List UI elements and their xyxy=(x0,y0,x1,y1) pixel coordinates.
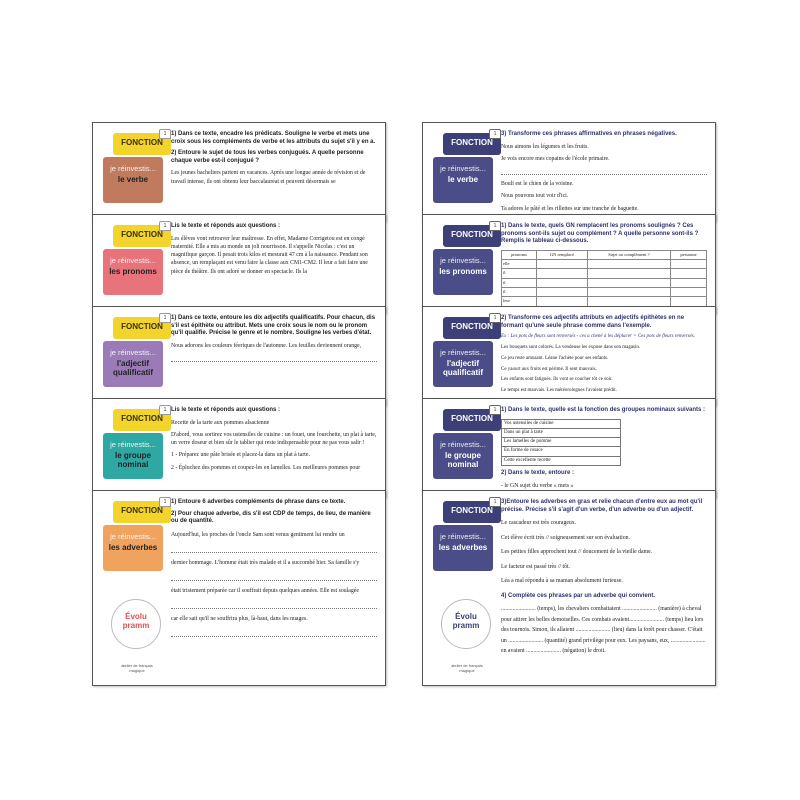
logo-subtitle: atelier de français magique xyxy=(451,663,483,673)
sentence: Le temps est mauvais. Les météorologues l'avaient prédit. xyxy=(501,388,617,394)
logo-subtitle: atelier de français magique xyxy=(121,663,153,673)
topic-box: je réinvestis... les adverbes xyxy=(103,525,163,571)
topic-box: je réinvestis... le verbe xyxy=(433,157,493,203)
fill-text: ........................ (temps), les chevaliers combattaient ........................ (manière) à cheval pour attirer les belles demoiselles. Ces combats avaient........................ (temps) lieu lors des tournois. Simon, ils allaient ........................ (lieu) dans la forêt pour chasser. C'était un ........................ (quantité) grand privilège pour eux. Les paysans, eux, ........................ en avaient ........................ (négation) le droit. xyxy=(501,606,706,655)
card-adjectif-right xyxy=(422,306,716,406)
exercise-text: Nous adorons les couleurs féeriques de l'automne. Les feuilles deviennent orange, xyxy=(171,342,362,349)
card-adverbes-left xyxy=(92,490,386,686)
step-2: 2 - Épluchez des pommes et coupez-les en lamelles. Les meilleures pommes pour xyxy=(171,464,361,471)
question: 1) Dans le texte, quels GN remplacent les pronoms soulignés ? Ces pronoms sont-ils sujet ou complément ? A quelle personne sont-ils ? Remplis le tableau ci-dessous. xyxy=(501,223,699,245)
fonction-tag: 1 FONCTION xyxy=(443,501,501,523)
question-2: 2) Dans le texte, entoure : xyxy=(501,470,575,477)
step-1: 1 - Préparez une pâte brisée et placez-la dans un plat à tarte. xyxy=(171,452,310,459)
topic-box: je réinvestis... l'adjectif qualificatif xyxy=(103,341,163,387)
sentence: Nous pouvons tout voir d'ici. xyxy=(501,193,569,200)
question: 1) Dans ce texte, entoure les dix adjectifs qualificatifs. Pour chacun, dis s'il est épithète ou attribut. Mets une croix sous le nom ou le pronom qu'il qualifie. Précise le genre et le nombre. Souligne les verbes d'état. xyxy=(171,315,376,337)
sentence: Le cascadeur est très courageux. xyxy=(501,520,577,527)
question: Lis le texte et réponds aux questions : xyxy=(171,223,281,229)
fonction-tag: 1 FONCTION xyxy=(443,317,501,339)
sentence: Nous aimons les légumes et les fruits. xyxy=(501,143,589,150)
fonction-tag: 1 FONCTION xyxy=(443,133,501,155)
exercise-text-4: car elle sait qu'il ne souffrira plus, là-haut, dans les nuages. xyxy=(171,615,308,622)
topic-box: je réinvestis... le verbe xyxy=(103,157,163,203)
pronoms-table: pronoms GN remplacé Sujet ou complément ? personne elle il il il leur xyxy=(501,250,707,314)
fonction-tag: 1 FONCTION xyxy=(113,501,171,523)
sentence: Je vois encore mes copains de l'école primaire. xyxy=(501,155,610,162)
topic-box: je réinvestis... l'adjectif qualificatif xyxy=(433,341,493,387)
sentence: Cet élève écrit très // soigneusement sur son évaluation. xyxy=(501,534,630,541)
example: Ex : Les pots de fleurs sont renversés - ces a chené à les déplacer = Ces pots de fleurs renversés. xyxy=(501,334,695,340)
evolupramm-logo: Évolu pramm xyxy=(441,599,491,649)
gn-table: Vos ustensiles de cuisine Dans un plat à tarte Les lamelles de pomme En forme de rosace Cette excellente recette xyxy=(501,419,621,466)
right-card-stack xyxy=(422,122,718,686)
question: 2) Transforme ces adjectifs attributs en adjectifs épithètes en ne formant qu'une seule phrase comme dans l'exemple. xyxy=(501,315,685,329)
sentence: Ce yaourt aux fruits est périmé. Il sent mauvais. xyxy=(501,366,597,372)
card-pronoms-left xyxy=(92,214,386,314)
exercise-text: D'abord, vous sortirez vos ustensiles de cuisine : un fouet, une fourchette, un plat à tarte, un verre doseur et bien sûr le tablier qui reste indispensable pour ne pas vous salir ! xyxy=(171,431,377,447)
card-verbe-left xyxy=(92,122,386,222)
sentence: Les enfants sont fatigués. Ils vont se coucher tôt ce soir. xyxy=(501,377,613,383)
card-adverbes-right xyxy=(422,490,716,686)
fonction-tag: 1 FONCTION xyxy=(113,317,171,339)
exercise-text-3: était tristement préparée car il souffrait depuis quelques années. Elle est soulagée xyxy=(171,587,359,594)
exercise-text: Les jeunes bacheliers partent en vacances. Après une longue année de révision et de travail intense, ils ont obtenu leur baccalauréat et peuvent désormais se xyxy=(171,170,366,185)
card-pronoms-right xyxy=(422,214,716,314)
left-card-stack xyxy=(92,122,388,686)
question: 3) Transforme ces phrases affirmatives en phrases négatives. xyxy=(501,131,677,137)
question-2: 2) Entoure le sujet de tous les verbes conjugués. A quelle personne chaque verbe est-il conjugué ? xyxy=(171,150,364,164)
question: 1) Entoure 6 adverbes compléments de phrase dans ce texte. xyxy=(171,499,346,505)
sentence: Bouli est le chien de la voisine. xyxy=(501,181,574,188)
sentence: Ce jeu reste amusant. Léane l'achète pour ses enfants. xyxy=(501,355,609,361)
exercise-text: Les élèves vont retrouver leur maîtresse. En effet, Madame Corrigetou est en congé maternité. Elle a mis au monde un joli nourrisson. Il s'appelle Nicolas : c'est un magnifique garçon. Il pesait trois kilos et mesurait 47 cm à la naissance. Pendant son absence, un remplaçant est venu faire la classe aux CM1-CM2. Il leur a fait faire une pièce de théâtre. Ils ont adoré se donner en spectacle. Ils la xyxy=(171,235,368,275)
evolupramm-logo: Évolu pramm xyxy=(111,599,161,649)
card-gn-right xyxy=(422,398,716,498)
question: Lis le texte et réponds aux questions : xyxy=(171,407,281,413)
sentence: Les bouquets sont colorés. La vendeuse les expose dans son magasin. xyxy=(501,344,641,350)
exercise-text-1: Aujourd'hui, les proches de l'oncle Sam sont venus gentiment lui rendre un xyxy=(171,531,345,538)
sentence: Léa a mal répondu à sa maman absolument furieuse. xyxy=(501,578,623,585)
card-adjectif-left xyxy=(92,306,386,406)
exercise-text-2: dernier hommage. L'homme était très malade et il a succombé hier. Sa famille s'y xyxy=(171,559,360,566)
sub-instruction: - le GN sujet du verbe « mets » xyxy=(501,482,574,489)
fonction-tag: 1 FONCTION xyxy=(443,225,501,247)
card-gn-left xyxy=(92,398,386,498)
recipe-title: Recette de la tarte aux pommes alsacienne xyxy=(171,419,270,426)
question: 1) Dans le texte, quelle est la fonction des groupes nominaux suivants : xyxy=(501,407,706,413)
question-2: 2) Pour chaque adverbe, dis s'il est CDP de temps, de lieu, de manière ou de quantité. xyxy=(171,510,371,525)
question: 3)Entoure les adverbes en gras et relie chacun d'entre eux au mot qu'il précise. Précise s'il s'agit d'un verbe, d'un adverbe ou d'un adjectif. xyxy=(501,499,703,513)
fonction-tag: 1 FONCTION xyxy=(113,409,171,431)
sentence: Le facteur est passé très // tôt. xyxy=(501,563,571,570)
fonction-tag: 1 FONCTION xyxy=(113,133,171,155)
fonction-tag: 1 FONCTION xyxy=(443,409,501,431)
question: 1) Dans ce texte, encadre les prédicats. Souligne le verbe et mets une croix sous les compléments de verbe et les attributs du sujet s'il y en a. xyxy=(171,131,376,145)
topic-box: je réinvestis... les pronoms xyxy=(103,249,163,295)
card-verbe-right xyxy=(422,122,716,222)
topic-box: je réinvestis... les adverbes xyxy=(433,525,493,571)
question-2: 4) Complète ces phrases par un adverbe qui convient. xyxy=(501,592,656,599)
topic-box: je réinvestis... les pronoms xyxy=(433,249,493,295)
fonction-tag: 1 FONCTION xyxy=(113,225,171,247)
sentence: Les petites filles approchent tout // doucement de la vieille dame. xyxy=(501,549,653,556)
sentence: Ta adores le pâté et les rillettes sur une tranche de baguette. xyxy=(501,205,639,212)
topic-box: je réinvestis... le groupe nominal xyxy=(433,433,493,479)
topic-box: je réinvestis... le groupe nominal xyxy=(103,433,163,479)
